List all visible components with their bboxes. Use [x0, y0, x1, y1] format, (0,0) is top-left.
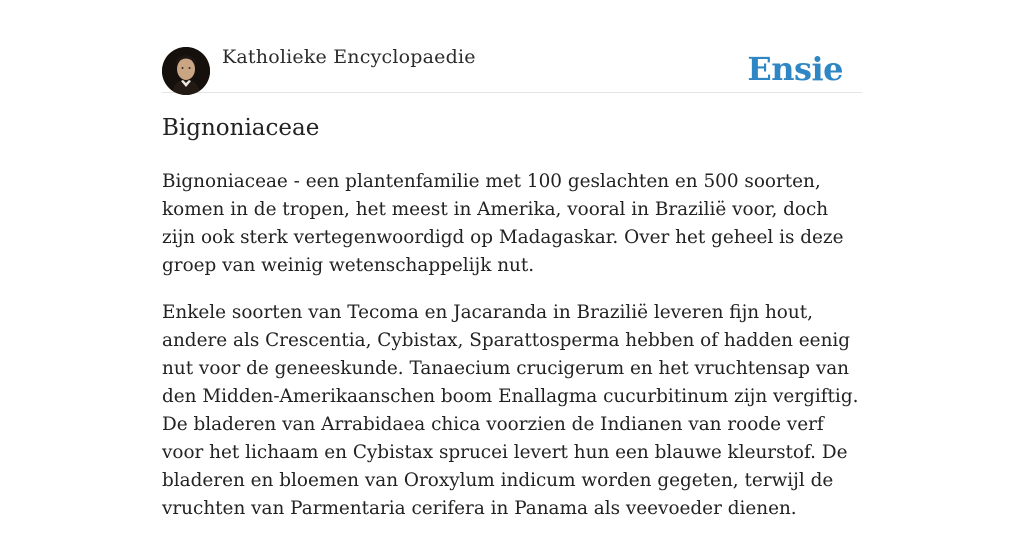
site-header	[162, 44, 862, 93]
article-paragraph: Enkele soorten van Tecoma en Jacaranda in Brazilië leveren fijn hout, andere als Crescentia, Cybistax, Sparattosperma hebben of hadden eenig nut voor de geneeskunde. Tanaecium crucigerum en het vruchtensap van den Midden-Amerikaanschen boom Enallagma cucurbitinum zijn vergiftig. De bladeren van Arrabidaea chica voorzien de Indianen van roode verf voor het lichaam en Cybistax sprucei levert hun een blauwe kleurstof. De bladeren en bloemen van Oroxylum indicum worden gegeten, terwijl de vruchten van Parmentaria cerifera in Panama als veevoeder dienen.	[162, 302, 859, 519]
encyclopedia-avatar[interactable]	[162, 47, 210, 95]
article-paragraph: Bignoniaceae - een plantenfamilie met 100 geslachten en 500 soorten, komen in de tropen, het meest in Amerika, vooral in Brazilië voor, doch zijn ook sterk vertegenwoordigd op Madagaskar. Over het geheel is deze groep van weinig wetenschappelijk nut.	[162, 171, 844, 276]
article-title: Bignoniaceae	[162, 115, 320, 141]
site-name[interactable]: Katholieke Encyclopaedie	[222, 46, 476, 68]
ensie-logo[interactable]: Ensie	[747, 50, 843, 88]
article-body	[162, 168, 862, 542]
